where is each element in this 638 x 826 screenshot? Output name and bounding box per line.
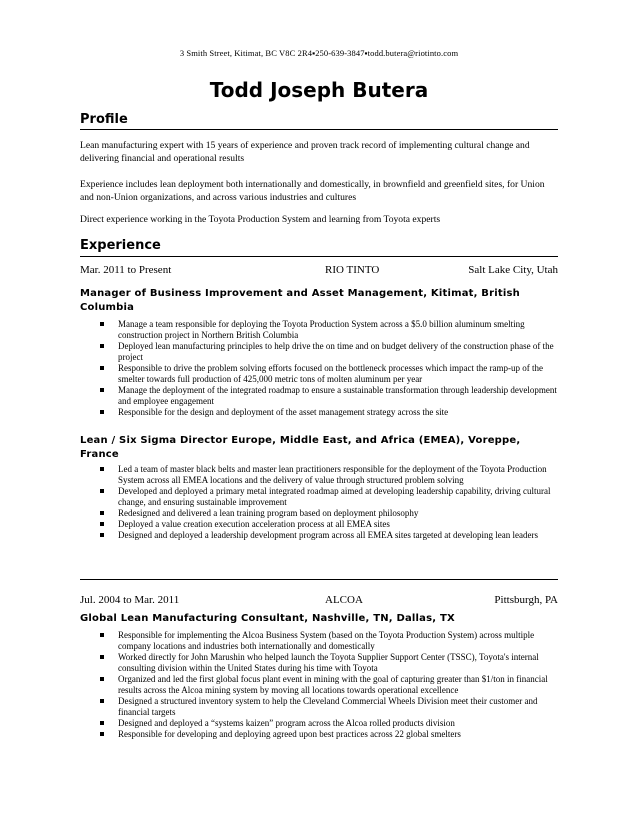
list-item: Deployed a value creation execution acceleration process at all EMEA sites [100,519,558,530]
list-item: Worked directly for John Marushin who helped launch the Toyota Supplier Support Center (TSSC), Toyota's internal consulting division within the United States during his time with Toyota [100,652,558,674]
list-item: Responsible to drive the problem solving efforts focused on the bottleneck processes which impact the ramp-up of the smelter towards full production of 425,000 metric tons of molten aluminum per year [100,363,558,385]
bullet-icon [100,410,104,414]
list-item: Organized and led the first global focus plant event in mining with the goal of capturing greater than $1/ton in financial results across the Alcoa mining system by moving all locations towards operational excellence [100,674,558,696]
list-item: Designed a structured inventory system to help the Cleveland Commercial Wheels Division meet their customer and financial targets [100,696,558,718]
bullet-icon [100,489,104,493]
role-title: Global Lean Manufacturing Consultant, Nashville, TN, Dallas, TX [80,613,455,624]
list-item: Deployed lean manufacturing principles to help drive the on time and on budget delivery of the construction phase of the project [100,341,558,363]
bullet-icon [100,522,104,526]
job-dates: Jul. 2004 to Mar. 2011 [80,594,180,606]
bullet-icon [100,633,104,637]
list-item: Responsible for implementing the Alcoa Business System (based on the Toyota Production System) across multiple company locations and industries both internationally and domestically [100,630,558,652]
list-item: Responsible for developing and deploying agreed upon best practices across 22 global smelters [100,729,558,740]
bullet-icon [100,699,104,703]
list-item: Designed and deployed a “systems kaizen” program across the Alcoa rolled products division [100,718,558,729]
list-item: Designed and deployed a leadership development program across all EMEA sites targeted at developing lean leaders [100,530,558,541]
job-location: Pittsburgh, PA [494,594,558,606]
list-item: Responsible for the design and deployment of the asset management strategy across the site [100,407,558,418]
candidate-name: Todd Joseph Butera [209,78,429,102]
job-header-alcoa [80,594,558,610]
profile-toyota: Direct experience working in the Toyota Production System and learning from Toyota experts [80,214,441,225]
bullet-icon [100,366,104,370]
bullet-icon [100,511,104,515]
job-location: Salt Lake City, Utah [468,264,558,276]
profile-divider [80,129,558,130]
role-bullets [100,630,558,740]
bullet-icon [100,732,104,736]
job-divider [80,579,558,580]
profile-experience: Experience includes lean deployment both internationally and domestically, in brownfield and greenfield sites, for Union and non-Union organizations, and across various industries and cultures [80,179,545,203]
list-item: Manage a team responsible for deploying the Toyota Production System across a $5.0 billion aluminum smelting construction project in Northern British Columbia [100,319,558,341]
bullet-icon [100,322,104,326]
role-bullets [100,319,558,418]
role-title: Manager of Business Improvement and Asset Management, Kitimat, British Columbia [80,288,520,313]
bullet-icon [100,721,104,725]
bullet-icon [100,655,104,659]
list-item: Manage the deployment of the integrated roadmap to ensure a sustainable transformation through leadership development and employee engagement [100,385,558,407]
role-title: Lean / Six Sigma Director Europe, Middle East, and Africa (EMEA), Voreppe, France [80,435,521,460]
bullet-icon [100,533,104,537]
bullet-icon [100,467,104,471]
list-item: Developed and deployed a primary metal integrated roadmap aimed at developing leadership capability, driving cultural change, and ensuring sustainable improvement [100,486,558,508]
bullet-icon [100,388,104,392]
job-company: RIO TINTO [325,264,380,276]
bullet-icon [100,344,104,348]
contact-line: 3 Smith Street, Kitimat, BC V8C 2R4▪250-639-3847▪todd.butera@riotinto.com [179,48,459,58]
experience-divider [80,256,558,257]
profile-heading: Profile [80,112,128,127]
profile-summary: Lean manufacturing expert with 15 years of experience and proven track record of implementing cultural change and delivering financial and operational results [80,140,530,164]
job-header-rio-tinto [80,264,558,280]
list-item: Led a team of master black belts and master lean practitioners responsible for the deployment of the Toyota Production System across all EMEA locations and the delivery of value through structured problem solving [100,464,558,486]
job-dates: Mar. 2011 to Present [80,264,172,276]
experience-heading: Experience [80,238,161,253]
job-company: ALCOA [325,594,363,606]
role-bullets [100,464,558,541]
bullet-icon [100,677,104,681]
list-item: Redesigned and delivered a lean training program based on deployment philosophy [100,508,558,519]
